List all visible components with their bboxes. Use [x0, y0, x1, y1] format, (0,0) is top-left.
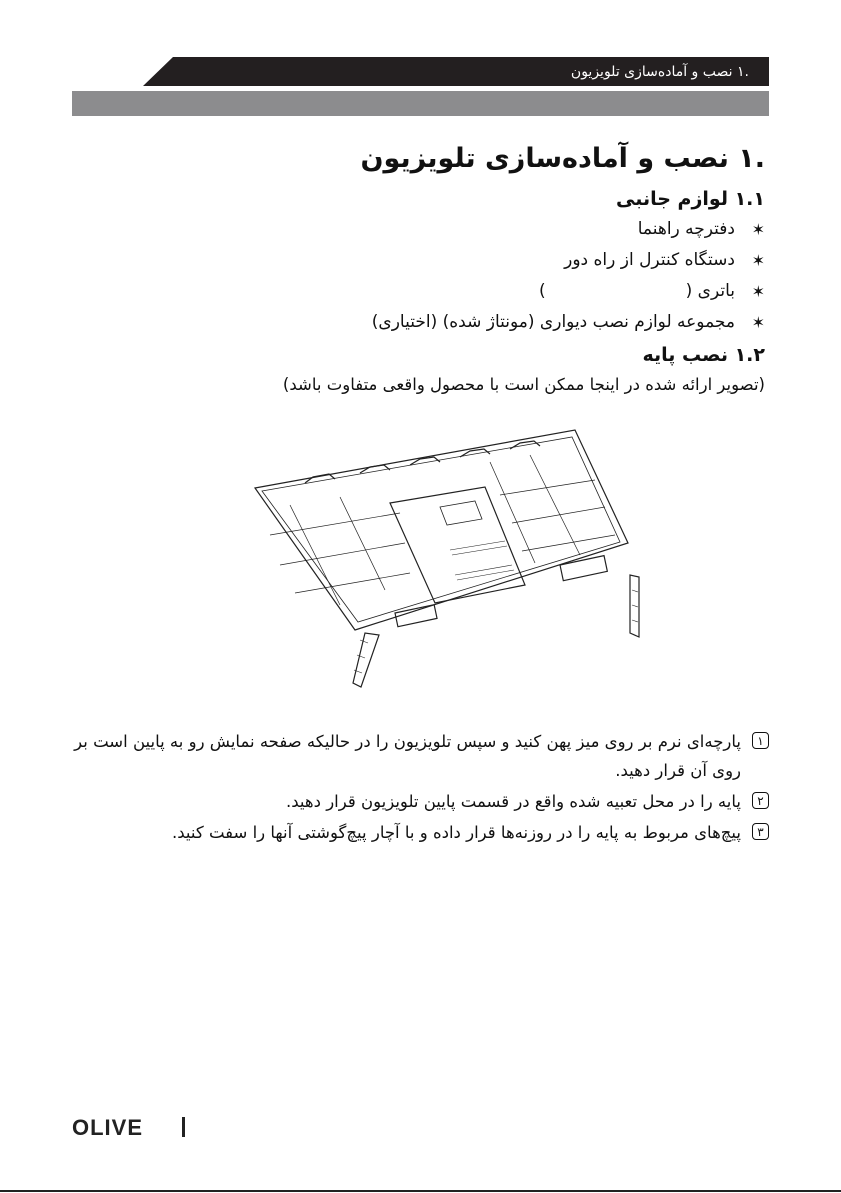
star-bullet-icon: ✶ [751, 282, 765, 301]
accessory-label: دفترچه راهنما [637, 219, 735, 239]
step-number: ۱ [752, 732, 769, 749]
accessory-item-remote [72, 245, 765, 276]
star-bullet-icon: ✶ [751, 220, 765, 239]
accessory-label: باتری ( [685, 281, 735, 301]
accessory-item-battery [72, 276, 765, 307]
star-bullet-icon: ✶ [751, 313, 765, 332]
olive-logo [72, 1115, 192, 1139]
step-number: ۳ [752, 823, 769, 840]
battery-close-paren: ) [538, 281, 546, 301]
footer-line [0, 1190, 841, 1192]
step-item [72, 727, 769, 785]
step-number: ۲ [752, 792, 769, 809]
tv-back-with-stand-illustration [250, 425, 642, 693]
step-text: پایه را در محل تعبیه شده واقع در قسمت پایین تلویزیون قرار دهید. [286, 792, 741, 811]
section-content [72, 136, 765, 400]
image-disclaimer: (تصویر ارائه شده در اینجا ممکن است با محصول واقعی متفاوت باشد) [282, 375, 765, 394]
step-text: پیچ‌های مربوط به پایه را در روزنه‌ها قرار داده و با آچار پیچ‌گوشتی آنها را سفت کنید. [172, 823, 741, 842]
page-title: .۱ نصب و آماده‌سازی تلویزیون [360, 143, 765, 174]
accessory-item-wallmount [72, 307, 765, 338]
step-text: پارچه‌ای نرم بر روی میز پهن کنید و سپس تلویزیون را در حالیکه صفحه نمایش رو به پایین است بر روی آن قرار دهید. [74, 732, 741, 780]
brand-text: OLIVE [72, 1115, 144, 1139]
accessory-label: دستگاه کنترل از راه دور [564, 250, 735, 270]
header-bar [72, 91, 769, 116]
accessory-item-manual [72, 214, 765, 245]
step-item [72, 818, 769, 847]
accessory-label: مجموعه لوازم نصب دیواری (مونتاژ شده) (اختیاری) [371, 312, 735, 332]
stand-heading: ۱.۲ نصب پایه [642, 344, 765, 366]
accessories-heading: ۱.۱ لوازم جانبی [615, 188, 765, 210]
step-item [72, 787, 769, 816]
header-tab-text: .۱ نصب و آماده‌سازی تلویزیون [570, 64, 749, 80]
star-bullet-icon: ✶ [751, 251, 765, 270]
stand-steps [72, 727, 769, 849]
